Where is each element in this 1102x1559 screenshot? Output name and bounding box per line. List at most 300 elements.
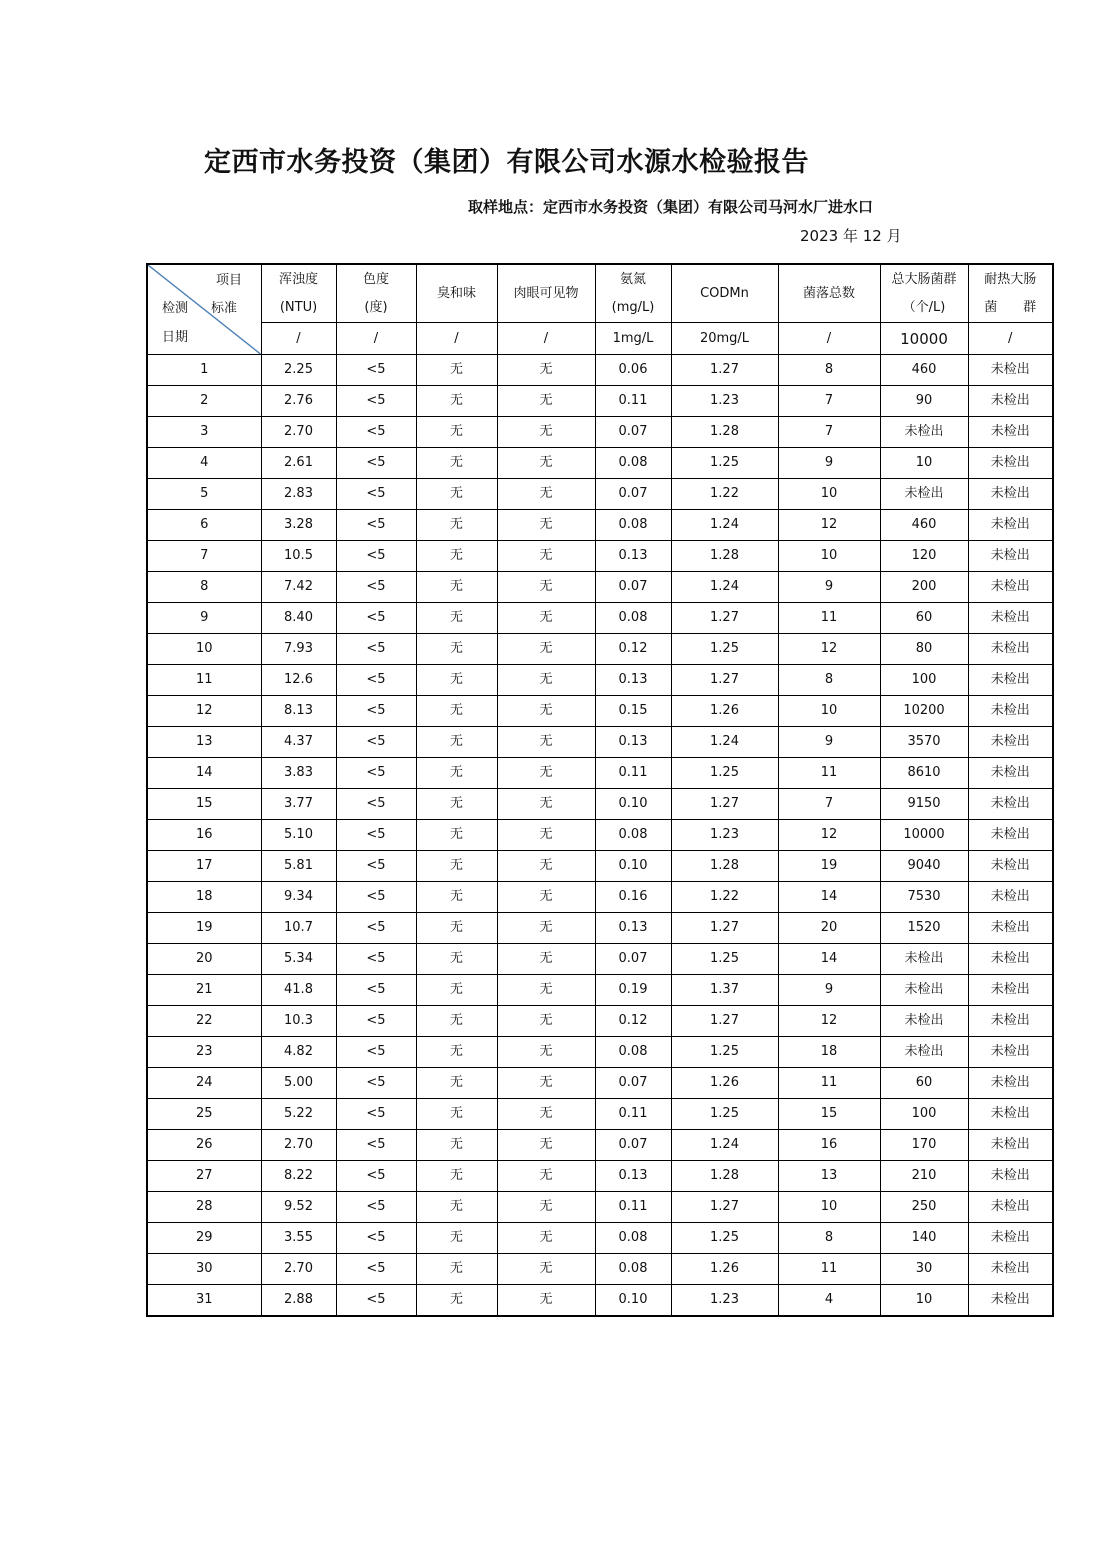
value-cell: 无	[497, 1223, 595, 1254]
table-row	[147, 479, 1053, 510]
value-cell: 3.28	[261, 510, 336, 541]
value-cell: 未检出	[968, 1223, 1053, 1254]
value-cell: 1.28	[671, 417, 778, 448]
table-row	[147, 820, 1053, 851]
day-cell: 16	[147, 820, 261, 851]
value-cell: 14	[778, 882, 880, 913]
value-cell: 0.07	[595, 1130, 671, 1161]
value-cell: <5	[336, 479, 416, 510]
value-cell: 无	[416, 355, 497, 386]
value-cell: 无	[497, 665, 595, 696]
value-cell: 无	[416, 975, 497, 1006]
day-cell: 11	[147, 665, 261, 696]
value-cell: 7	[778, 417, 880, 448]
value-cell: 无	[497, 1254, 595, 1285]
value-cell: 未检出	[968, 1037, 1053, 1068]
value-cell: 无	[416, 727, 497, 758]
value-cell: <5	[336, 913, 416, 944]
value-cell: 5.00	[261, 1068, 336, 1099]
standard-value: /	[968, 323, 1053, 355]
column-header	[778, 264, 880, 323]
value-cell: 1.28	[671, 1161, 778, 1192]
table-row	[147, 417, 1053, 448]
day-cell: 25	[147, 1099, 261, 1130]
value-cell: 无	[416, 1285, 497, 1317]
value-cell: 未检出	[968, 448, 1053, 479]
table-row	[147, 1006, 1053, 1037]
value-cell: 无	[416, 634, 497, 665]
value-cell: 0.12	[595, 634, 671, 665]
value-cell: 无	[416, 1223, 497, 1254]
table-row	[147, 510, 1053, 541]
day-cell: 26	[147, 1130, 261, 1161]
value-cell: 无	[416, 510, 497, 541]
value-cell: 未检出	[968, 696, 1053, 727]
column-header-name: 臭和味	[436, 285, 476, 301]
day-cell: 30	[147, 1254, 261, 1285]
value-cell: 1.27	[671, 1192, 778, 1223]
value-cell: 0.11	[595, 1099, 671, 1130]
value-cell: 无	[416, 1192, 497, 1223]
value-cell: 250	[880, 1192, 968, 1223]
value-cell: 11	[778, 603, 880, 634]
column-header	[497, 264, 595, 323]
value-cell: 无	[416, 789, 497, 820]
value-cell: 11	[778, 1068, 880, 1099]
value-cell: <5	[336, 1192, 416, 1223]
value-cell: 10.5	[261, 541, 336, 572]
value-cell: 未检出	[968, 355, 1053, 386]
value-cell: 5.81	[261, 851, 336, 882]
value-cell: 1520	[880, 913, 968, 944]
table-row	[147, 1161, 1053, 1192]
day-cell: 22	[147, 1006, 261, 1037]
day-cell: 20	[147, 944, 261, 975]
value-cell: 2.76	[261, 386, 336, 417]
standard-value: /	[778, 323, 880, 355]
header-row	[147, 264, 1053, 323]
value-cell: 10	[778, 1192, 880, 1223]
value-cell: 1.26	[671, 1254, 778, 1285]
value-cell: 10.7	[261, 913, 336, 944]
column-header	[880, 264, 968, 323]
value-cell: 未检出	[968, 541, 1053, 572]
value-cell: 无	[416, 882, 497, 913]
value-cell: <5	[336, 1285, 416, 1317]
table-row	[147, 696, 1053, 727]
table-row	[147, 1068, 1053, 1099]
value-cell: 无	[416, 913, 497, 944]
day-cell: 29	[147, 1223, 261, 1254]
value-cell: 5.10	[261, 820, 336, 851]
value-cell: 无	[416, 1006, 497, 1037]
value-cell: 无	[497, 696, 595, 727]
value-cell: 8610	[880, 758, 968, 789]
value-cell: 未检出	[968, 944, 1053, 975]
value-cell: 2.70	[261, 417, 336, 448]
value-cell: <5	[336, 1254, 416, 1285]
value-cell: 无	[497, 727, 595, 758]
value-cell: 1.27	[671, 355, 778, 386]
value-cell: 60	[880, 603, 968, 634]
value-cell: 1.37	[671, 975, 778, 1006]
value-cell: 3.83	[261, 758, 336, 789]
value-cell: 无	[497, 386, 595, 417]
value-cell: 10200	[880, 696, 968, 727]
value-cell: 未检出	[880, 944, 968, 975]
day-cell: 15	[147, 789, 261, 820]
value-cell: 1.24	[671, 510, 778, 541]
value-cell: 无	[497, 1068, 595, 1099]
value-cell: 9150	[880, 789, 968, 820]
value-cell: 7530	[880, 882, 968, 913]
column-header	[968, 264, 1053, 323]
value-cell: 未检出	[968, 510, 1053, 541]
value-cell: 未检出	[968, 1192, 1053, 1223]
value-cell: 11	[778, 1254, 880, 1285]
value-cell: 11	[778, 758, 880, 789]
value-cell: 9.52	[261, 1192, 336, 1223]
value-cell: 未检出	[880, 1006, 968, 1037]
value-cell: 1.27	[671, 665, 778, 696]
value-cell: 12	[778, 634, 880, 665]
value-cell: 未检出	[968, 758, 1053, 789]
value-cell: 无	[497, 541, 595, 572]
value-cell: <5	[336, 541, 416, 572]
value-cell: <5	[336, 355, 416, 386]
value-cell: 无	[416, 758, 497, 789]
value-cell: 未检出	[968, 820, 1053, 851]
value-cell: 0.06	[595, 355, 671, 386]
day-cell: 4	[147, 448, 261, 479]
table-row	[147, 603, 1053, 634]
value-cell: 1.23	[671, 820, 778, 851]
table-row	[147, 1130, 1053, 1161]
value-cell: 15	[778, 1099, 880, 1130]
value-cell: 无	[416, 1254, 497, 1285]
value-cell: <5	[336, 417, 416, 448]
value-cell: <5	[336, 665, 416, 696]
day-cell: 18	[147, 882, 261, 913]
value-cell: <5	[336, 975, 416, 1006]
value-cell: 无	[416, 696, 497, 727]
value-cell: <5	[336, 634, 416, 665]
value-cell: 1.27	[671, 913, 778, 944]
value-cell: 1.25	[671, 1223, 778, 1254]
value-cell: 7	[778, 386, 880, 417]
value-cell: 无	[416, 572, 497, 603]
column-header-name: 肉眼可见物	[513, 285, 579, 301]
value-cell: 未检出	[968, 572, 1053, 603]
value-cell: 7	[778, 789, 880, 820]
value-cell: 19	[778, 851, 880, 882]
report-title: 定西市水务投资（集团）有限公司水源水检验报告	[204, 147, 809, 178]
value-cell: 1.25	[671, 1099, 778, 1130]
value-cell: 无	[497, 789, 595, 820]
value-cell: 1.28	[671, 851, 778, 882]
value-cell: 3.77	[261, 789, 336, 820]
table-row	[147, 541, 1053, 572]
value-cell: <5	[336, 851, 416, 882]
value-cell: 0.08	[595, 1254, 671, 1285]
value-cell: <5	[336, 696, 416, 727]
table-row	[147, 727, 1053, 758]
day-cell: 24	[147, 1068, 261, 1099]
day-cell: 7	[147, 541, 261, 572]
value-cell: 0.07	[595, 944, 671, 975]
column-header-name: 浑浊度	[278, 271, 318, 287]
value-cell: <5	[336, 1130, 416, 1161]
value-cell: 无	[497, 820, 595, 851]
value-cell: 1.27	[671, 1006, 778, 1037]
value-cell: 未检出	[968, 1161, 1053, 1192]
value-cell: 未检出	[968, 1254, 1053, 1285]
table-row	[147, 355, 1053, 386]
value-cell: 未检出	[880, 479, 968, 510]
value-cell: 0.10	[595, 851, 671, 882]
value-cell: 3570	[880, 727, 968, 758]
value-cell: 0.11	[595, 1192, 671, 1223]
day-cell: 12	[147, 696, 261, 727]
value-cell: 未检出	[968, 1130, 1053, 1161]
value-cell: 10	[778, 541, 880, 572]
value-cell: 无	[497, 851, 595, 882]
value-cell: 无	[497, 1006, 595, 1037]
value-cell: 未检出	[968, 913, 1053, 944]
value-cell: 无	[416, 820, 497, 851]
value-cell: 9	[778, 727, 880, 758]
water-quality-table	[146, 263, 1054, 1317]
column-header-name: 色度	[362, 271, 389, 287]
value-cell: 12	[778, 510, 880, 541]
value-cell: 无	[416, 1130, 497, 1161]
value-cell: 0.13	[595, 541, 671, 572]
value-cell: 9	[778, 448, 880, 479]
value-cell: <5	[336, 1068, 416, 1099]
value-cell: <5	[336, 882, 416, 913]
day-cell: 5	[147, 479, 261, 510]
table-row	[147, 386, 1053, 417]
value-cell: 1.25	[671, 634, 778, 665]
value-cell: 170	[880, 1130, 968, 1161]
value-cell: 无	[416, 1161, 497, 1192]
standard-value: 10000	[880, 323, 968, 355]
value-cell: <5	[336, 572, 416, 603]
column-header-name: 菌落总数	[802, 285, 855, 301]
value-cell: 80	[880, 634, 968, 665]
value-cell: 1.27	[671, 603, 778, 634]
column-header-unit: (mg/L)	[611, 299, 655, 315]
value-cell: 30	[880, 1254, 968, 1285]
value-cell: <5	[336, 1006, 416, 1037]
value-cell: 1.24	[671, 727, 778, 758]
value-cell: 未检出	[968, 851, 1053, 882]
value-cell: 1.24	[671, 1130, 778, 1161]
value-cell: 4.82	[261, 1037, 336, 1068]
value-cell: 1.22	[671, 479, 778, 510]
standard-value: 1mg/L	[595, 323, 671, 355]
value-cell: 8.40	[261, 603, 336, 634]
column-header-unit: （个/L)	[902, 299, 946, 315]
table-row	[147, 882, 1053, 913]
day-cell: 14	[147, 758, 261, 789]
value-cell: 无	[416, 944, 497, 975]
day-cell: 9	[147, 603, 261, 634]
value-cell: 100	[880, 1099, 968, 1130]
value-cell: 0.08	[595, 510, 671, 541]
value-cell: 3.55	[261, 1223, 336, 1254]
table-row	[147, 913, 1053, 944]
day-cell: 28	[147, 1192, 261, 1223]
value-cell: 无	[416, 665, 497, 696]
value-cell: 8	[778, 1223, 880, 1254]
day-cell: 8	[147, 572, 261, 603]
value-cell: 7.93	[261, 634, 336, 665]
standard-row	[147, 323, 1053, 355]
value-cell: 9	[778, 975, 880, 1006]
value-cell: 未检出	[968, 417, 1053, 448]
value-cell: 0.07	[595, 417, 671, 448]
corner-header-cell	[147, 264, 261, 355]
value-cell: 未检出	[968, 1006, 1053, 1037]
value-cell: 未检出	[968, 634, 1053, 665]
value-cell: <5	[336, 1037, 416, 1068]
value-cell: 无	[497, 944, 595, 975]
value-cell: 无	[497, 510, 595, 541]
value-cell: 无	[416, 1099, 497, 1130]
value-cell: 0.13	[595, 913, 671, 944]
value-cell: 1.26	[671, 1068, 778, 1099]
value-cell: 1.25	[671, 944, 778, 975]
value-cell: 18	[778, 1037, 880, 1068]
value-cell: 12	[778, 1006, 880, 1037]
value-cell: 0.10	[595, 789, 671, 820]
column-header-name: 总大肠菌群	[891, 271, 957, 287]
value-cell: 无	[497, 913, 595, 944]
column-header-unit: 菌 群	[984, 299, 1037, 315]
corner-item-label: 项目	[216, 273, 243, 288]
value-cell: 未检出	[968, 479, 1053, 510]
value-cell: 0.13	[595, 727, 671, 758]
value-cell: 2.88	[261, 1285, 336, 1317]
value-cell: 1.25	[671, 1037, 778, 1068]
value-cell: <5	[336, 789, 416, 820]
value-cell: 0.19	[595, 975, 671, 1006]
value-cell: <5	[336, 1099, 416, 1130]
value-cell: 20	[778, 913, 880, 944]
value-cell: 1.23	[671, 1285, 778, 1317]
value-cell: 0.08	[595, 1223, 671, 1254]
value-cell: 1.27	[671, 789, 778, 820]
value-cell: 9	[778, 572, 880, 603]
table-row	[147, 665, 1053, 696]
table-row	[147, 851, 1053, 882]
value-cell: 未检出	[968, 603, 1053, 634]
value-cell: 无	[497, 1192, 595, 1223]
value-cell: 13	[778, 1161, 880, 1192]
day-cell: 17	[147, 851, 261, 882]
value-cell: 无	[497, 448, 595, 479]
corner-date-label: 日期	[162, 330, 189, 345]
corner-standard-label: 标准	[211, 301, 238, 316]
column-header	[671, 264, 778, 323]
value-cell: 无	[497, 634, 595, 665]
report-date: 2023 年 12 月	[800, 227, 902, 245]
value-cell: 无	[497, 417, 595, 448]
value-cell: 0.07	[595, 479, 671, 510]
value-cell: 未检出	[968, 1285, 1053, 1317]
value-cell: 0.16	[595, 882, 671, 913]
column-header	[595, 264, 671, 323]
value-cell: 0.13	[595, 1161, 671, 1192]
standard-value: /	[497, 323, 595, 355]
value-cell: 0.08	[595, 820, 671, 851]
standard-value: 20mg/L	[671, 323, 778, 355]
table-row	[147, 1223, 1053, 1254]
value-cell: 12	[778, 820, 880, 851]
value-cell: 210	[880, 1161, 968, 1192]
table-row	[147, 1192, 1053, 1223]
value-cell: 无	[497, 1099, 595, 1130]
value-cell: 无	[497, 1037, 595, 1068]
column-header-name: CODMn	[700, 285, 749, 301]
value-cell: <5	[336, 758, 416, 789]
table-row	[147, 789, 1053, 820]
value-cell: 0.15	[595, 696, 671, 727]
standard-value: /	[261, 323, 336, 355]
value-cell: <5	[336, 603, 416, 634]
value-cell: 无	[416, 1068, 497, 1099]
value-cell: 未检出	[968, 1068, 1053, 1099]
value-cell: 2.70	[261, 1130, 336, 1161]
value-cell: 无	[497, 1161, 595, 1192]
value-cell: 无	[416, 448, 497, 479]
value-cell: 10	[778, 479, 880, 510]
table-row	[147, 1037, 1053, 1068]
value-cell: 无	[497, 975, 595, 1006]
value-cell: 未检出	[880, 1037, 968, 1068]
table-row	[147, 1254, 1053, 1285]
value-cell: 9.34	[261, 882, 336, 913]
value-cell: 未检出	[968, 727, 1053, 758]
value-cell: 10.3	[261, 1006, 336, 1037]
day-cell: 31	[147, 1285, 261, 1317]
value-cell: 2.25	[261, 355, 336, 386]
value-cell: 8.13	[261, 696, 336, 727]
table-row	[147, 572, 1053, 603]
value-cell: 无	[416, 851, 497, 882]
value-cell: 无	[416, 386, 497, 417]
standard-value: /	[336, 323, 416, 355]
value-cell: <5	[336, 1161, 416, 1192]
table-row	[147, 634, 1053, 665]
day-cell: 13	[147, 727, 261, 758]
value-cell: 0.08	[595, 448, 671, 479]
value-cell: 10000	[880, 820, 968, 851]
value-cell: 无	[416, 1037, 497, 1068]
value-cell: 9040	[880, 851, 968, 882]
value-cell: 16	[778, 1130, 880, 1161]
column-header-name: 耐热大肠	[984, 271, 1037, 287]
value-cell: 41.8	[261, 975, 336, 1006]
column-header-unit: (度)	[364, 299, 388, 315]
value-cell: 无	[497, 882, 595, 913]
value-cell: 0.08	[595, 1037, 671, 1068]
value-cell: 10	[778, 696, 880, 727]
value-cell: 8	[778, 355, 880, 386]
value-cell: 2.61	[261, 448, 336, 479]
value-cell: 4	[778, 1285, 880, 1317]
